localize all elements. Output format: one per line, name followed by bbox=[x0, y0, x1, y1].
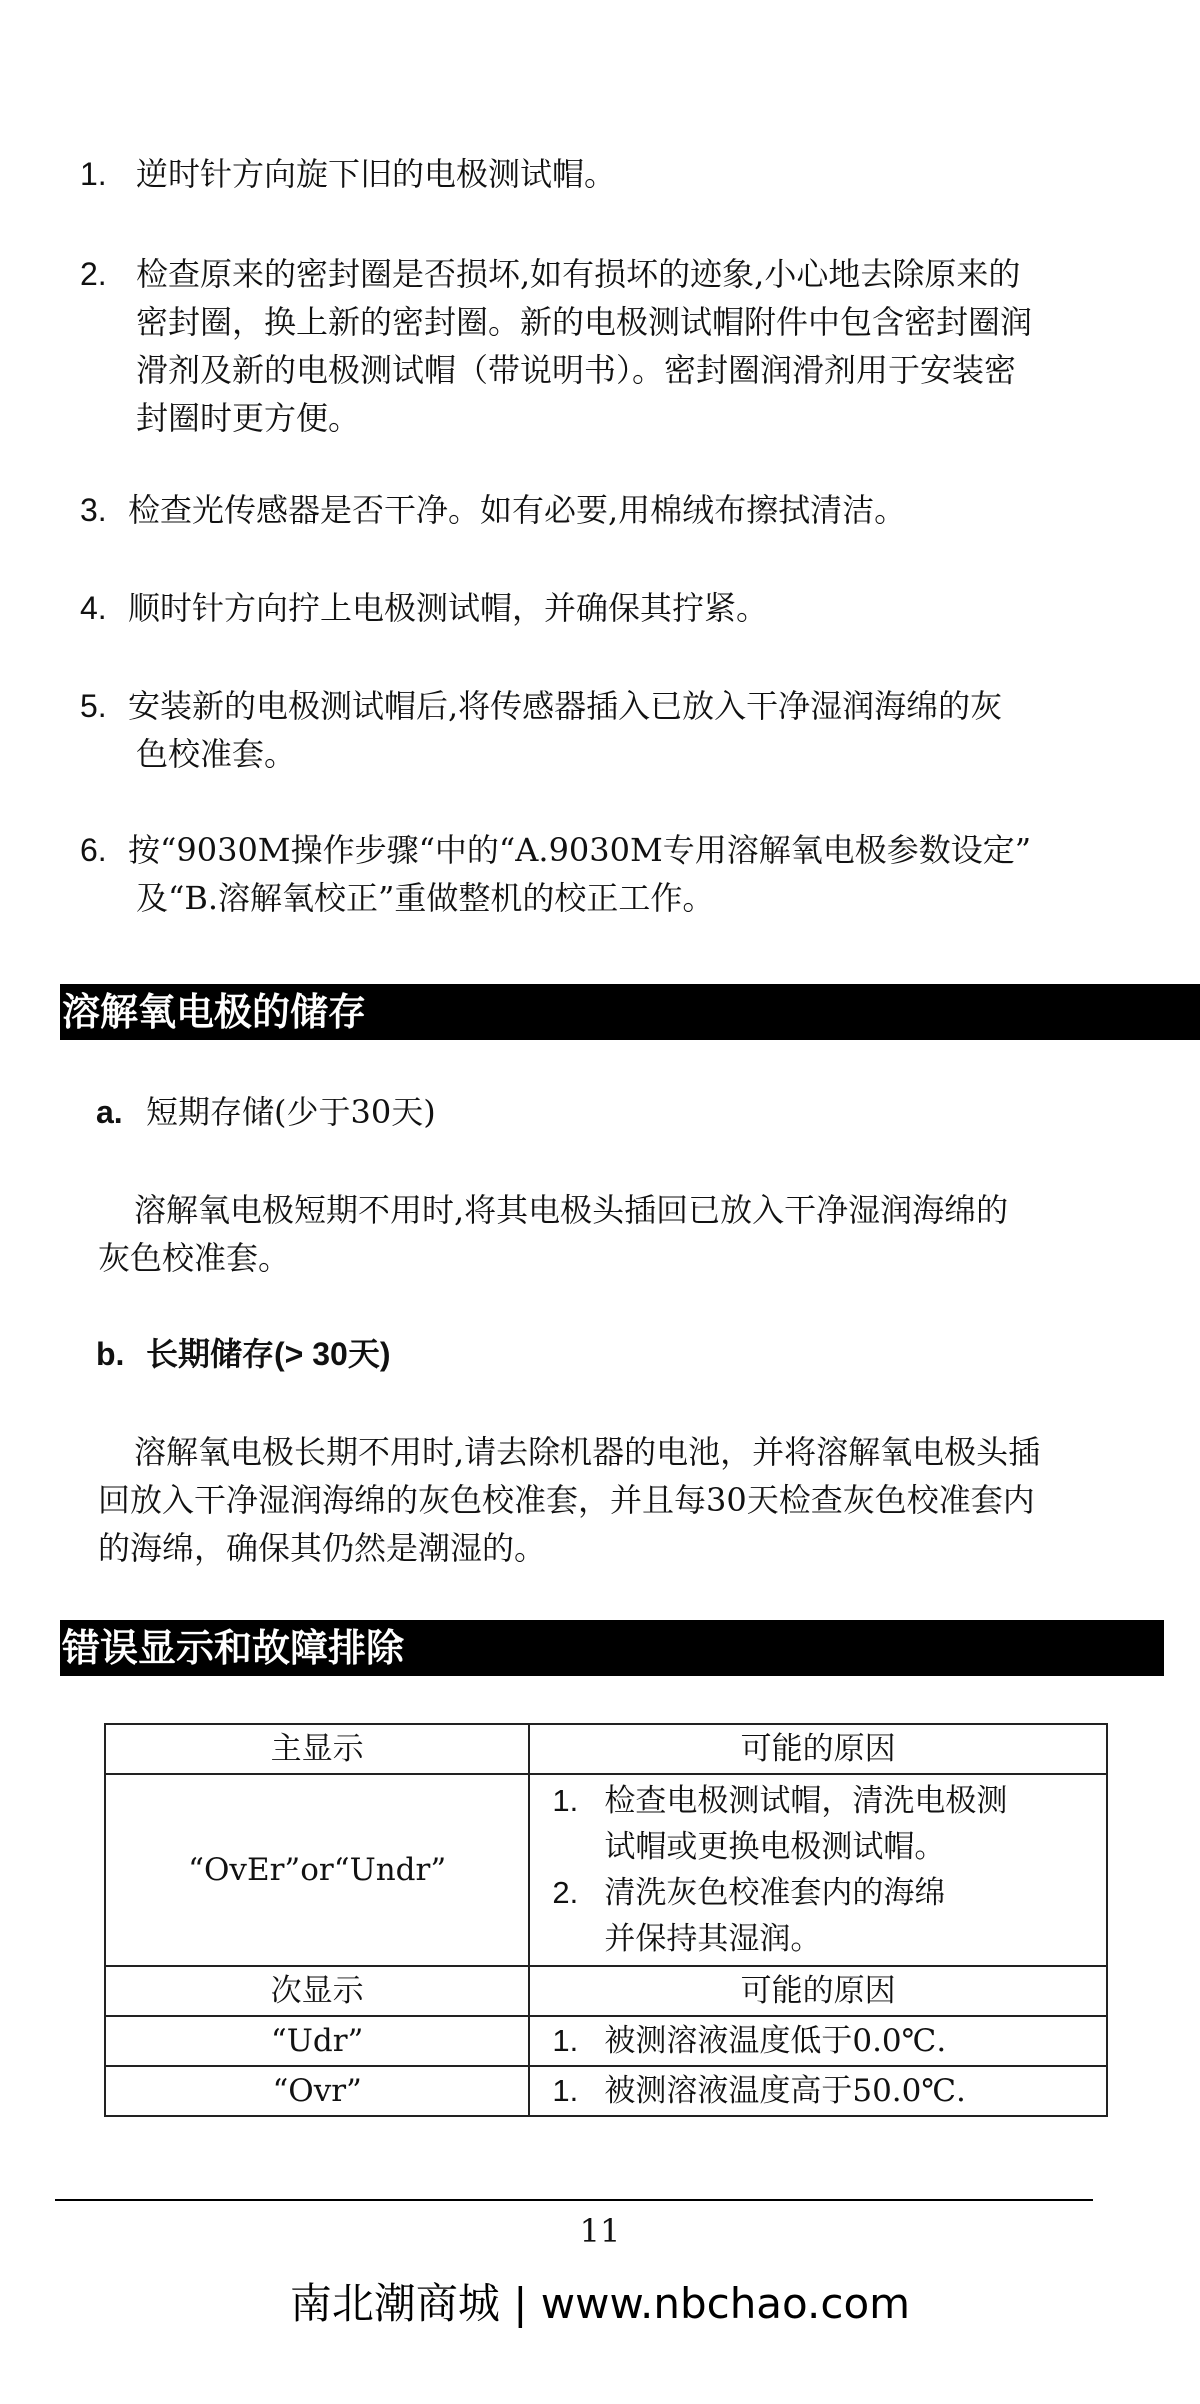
step-text: 封圈时更方便。 bbox=[136, 399, 361, 437]
step-number: 3. bbox=[80, 492, 107, 528]
cause-item bbox=[530, 2018, 1106, 2064]
step-text: 密封圈，换上新的密封圈。新的电极测试帽附件中包含密封圈润 bbox=[136, 303, 1033, 341]
sub-heading: 长期储存(> 30天) bbox=[146, 1336, 391, 1372]
cause-text: 被测溶液温度低于0.0℃. bbox=[604, 2023, 947, 2059]
sub-label: a. bbox=[96, 1094, 123, 1130]
paragraph-line: 灰色校准套。 bbox=[98, 1239, 291, 1277]
cause-item-cont bbox=[530, 1916, 1106, 1962]
paragraph-line: 溶解氧电极长期不用时,请去除机器的电池，并将溶解氧电极头插 bbox=[134, 1433, 1041, 1471]
header-sub-display: 次显示 bbox=[105, 1966, 529, 2016]
sub-cause bbox=[529, 2066, 1107, 2116]
step-text: 及“B.溶解氧校正”重做整机的校正工作。 bbox=[136, 879, 715, 917]
step-text: 滑剂及新的电极测试帽（带说明书）。密封圈润滑剂用于安装密 bbox=[136, 351, 1017, 389]
step-text: 色校准套。 bbox=[136, 735, 297, 773]
step-text: 检查光传感器是否干净。如有必要,用棉绒布擦拭清洁。 bbox=[128, 491, 907, 529]
step-number: 2. bbox=[80, 256, 107, 292]
cause-number: 1. bbox=[552, 2073, 579, 2108]
table-header-row bbox=[105, 1724, 1107, 1774]
error-table bbox=[104, 1723, 1108, 2117]
sub-heading: 短期存储(少于30天) bbox=[146, 1093, 436, 1131]
step-text: 逆时针方向旋下旧的电极测试帽。 bbox=[136, 155, 617, 193]
cause-item-cont bbox=[530, 1824, 1106, 1870]
table-row bbox=[105, 2016, 1107, 2066]
sub-display-value: “Udr” bbox=[105, 2016, 529, 2066]
section-title-errors: 错误显示和故障排除 bbox=[60, 1620, 1164, 1676]
brand-watermark: 南北潮商城 | www.nbchao.com bbox=[289, 2279, 911, 2328]
header-cause: 可能的原因 bbox=[529, 1966, 1107, 2016]
table-header-row bbox=[105, 1966, 1107, 2016]
cause-item bbox=[530, 1870, 1106, 1916]
cause-text: 试帽或更换电极测试帽。 bbox=[604, 1829, 946, 1865]
cause-text: 被测溶液温度高于50.0℃. bbox=[604, 2073, 966, 2109]
step-text: 顺时针方向拧上电极测试帽，并确保其拧紧。 bbox=[128, 589, 769, 627]
main-causes bbox=[529, 1774, 1107, 1966]
sub-label: b. bbox=[96, 1336, 125, 1372]
footer-divider bbox=[55, 2199, 1093, 2201]
main-display-value: “OvEr”or“Undr” bbox=[105, 1774, 529, 1966]
section-title-storage: 溶解氧电极的储存 bbox=[60, 984, 1200, 1040]
cause-text: 清洗灰色校准套内的海绵 bbox=[604, 1875, 946, 1911]
cause-item bbox=[530, 1778, 1106, 1824]
header-cause: 可能的原因 bbox=[529, 1724, 1107, 1774]
step-number: 1. bbox=[80, 156, 107, 192]
cause-number: 1. bbox=[552, 1783, 579, 1818]
step-number: 4. bbox=[80, 590, 107, 626]
sub-cause bbox=[529, 2016, 1107, 2066]
step-text: 检查原来的密封圈是否损坏,如有损坏的迹象,小心地去除原来的 bbox=[136, 255, 1021, 293]
page-number: 11 bbox=[579, 2212, 621, 2250]
table-row bbox=[105, 1774, 1107, 1966]
paragraph-line: 的海绵，确保其仍然是潮湿的。 bbox=[98, 1529, 547, 1567]
cause-text: 检查电极测试帽，清洗电极测 bbox=[604, 1783, 1008, 1819]
step-number: 5. bbox=[80, 688, 107, 724]
paragraph-line: 溶解氧电极短期不用时,将其电极头插回已放入干净湿润海绵的 bbox=[134, 1191, 1009, 1229]
cause-item bbox=[530, 2068, 1106, 2114]
sub-display-value: “Ovr” bbox=[105, 2066, 529, 2116]
header-main-display: 主显示 bbox=[105, 1724, 529, 1774]
paragraph-line: 回放入干净湿润海绵的灰色校准套，并且每30天检查灰色校准套内 bbox=[98, 1481, 1035, 1519]
table-row bbox=[105, 2066, 1107, 2116]
step-text: 安装新的电极测试帽后,将传感器插入已放入干净湿润海绵的灰 bbox=[128, 687, 1003, 725]
step-number: 6. bbox=[80, 832, 107, 868]
step-text: 按“9030M操作步骤“中的“A.9030M专用溶解氧电极参数设定” bbox=[128, 831, 1032, 869]
cause-text: 并保持其湿润。 bbox=[604, 1921, 822, 1957]
cause-number: 2. bbox=[552, 1875, 579, 1910]
cause-number: 1. bbox=[552, 2023, 579, 2058]
